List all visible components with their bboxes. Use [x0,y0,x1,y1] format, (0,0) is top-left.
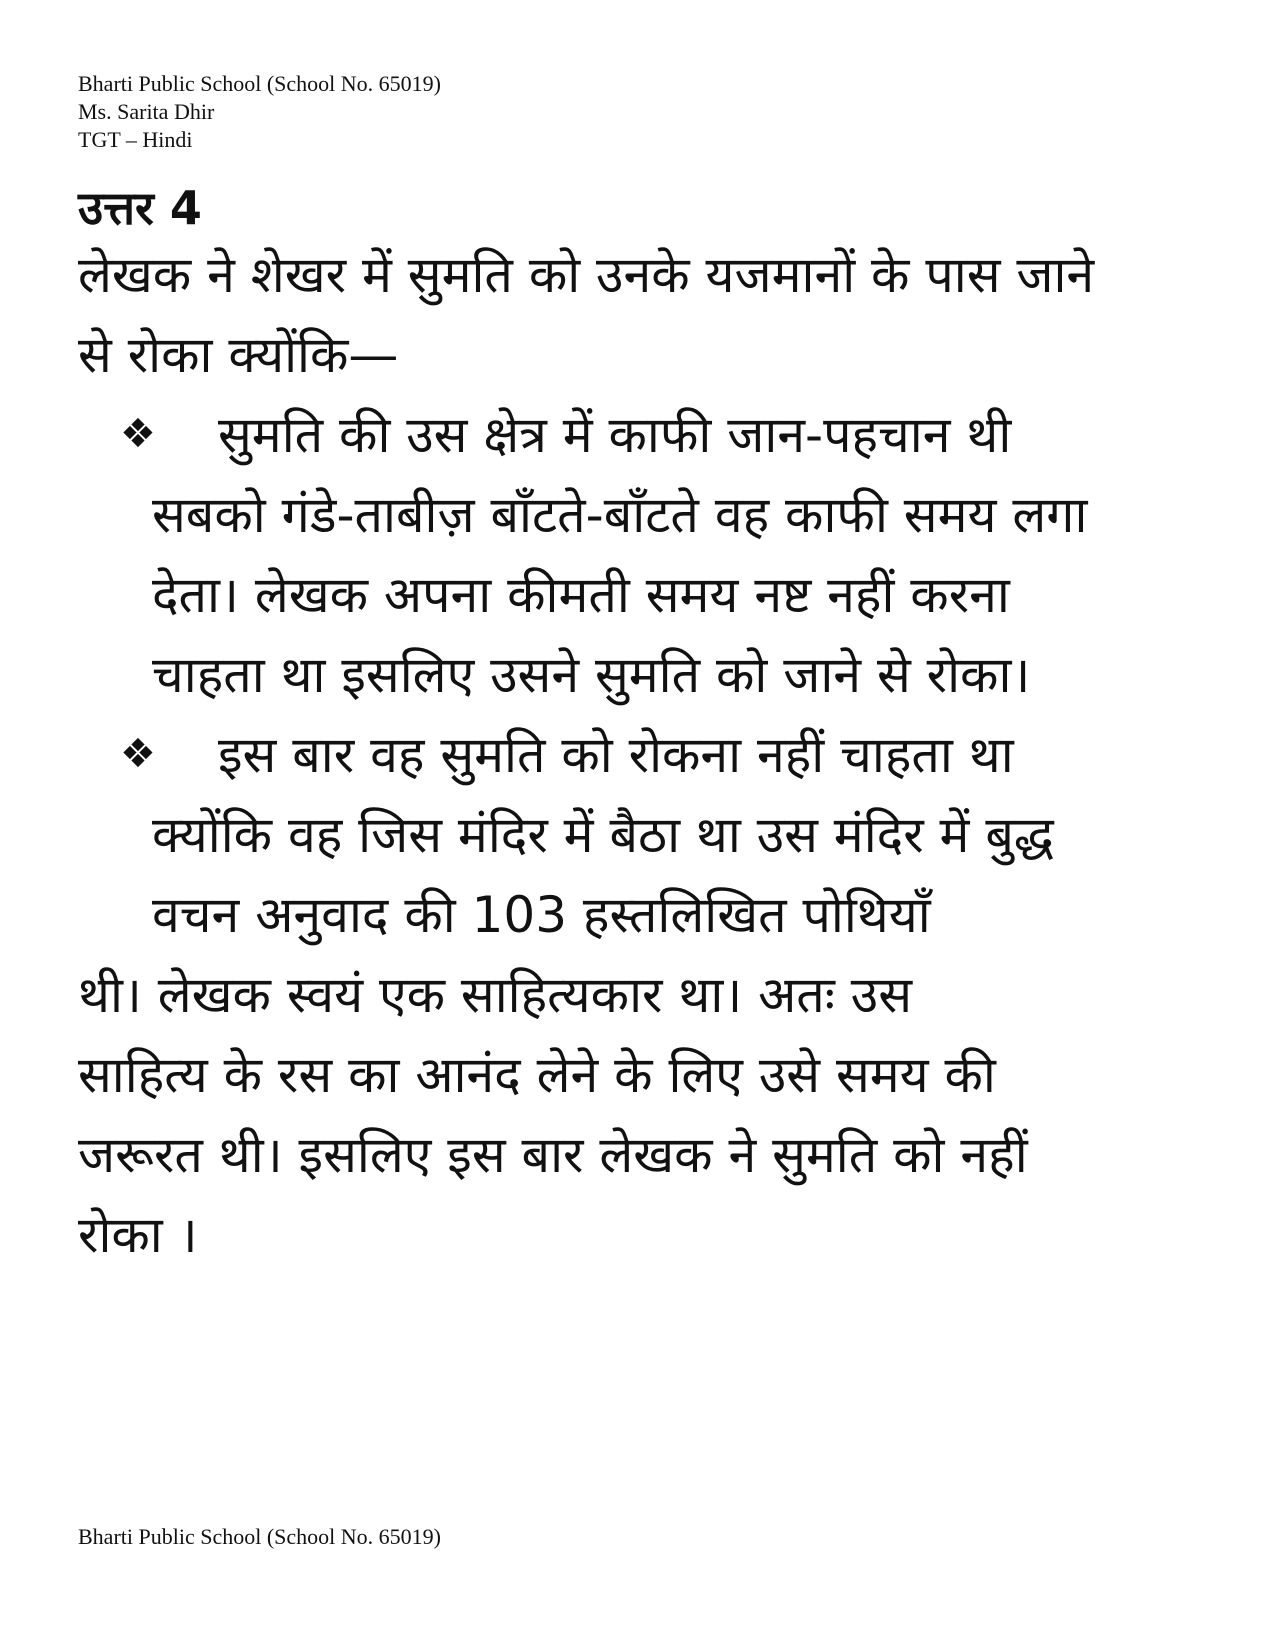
bullet-1-line-3: देता। लेखक अपना कीमती समय नष्ट नहीं करना [152,566,1010,624]
diamond-bullet-icon: ❖ [120,731,156,777]
diamond-bullet-icon: ❖ [120,411,156,457]
page-header [78,70,441,154]
intro-line-1: लेखक ने शेखर में सुमति को उनके यजमानों के पास जाने [78,246,1095,304]
answer-heading: उत्तर 4 [78,181,202,235]
intro-line-2: से रोका क्योंकि— [78,326,399,384]
teacher-name: Ms. Sarita Dhir [78,99,215,124]
bullet-2-line-2: क्योंकि वह जिस मंदिर में बैठा था उस मंदिर में बुद्ध [152,806,1054,864]
closing-line-4: रोका । [78,1206,198,1264]
page-footer: Bharti Public School (School No. 65019) [78,1524,441,1549]
bullet-2-line-1: इस बार वह सुमति को रोकना नहीं चाहता था [218,726,1014,784]
teacher-designation: TGT – Hindi [78,127,193,152]
bullet-2-line-3: वचन अनुवाद की 103 हस्तलिखित पोथियाँ [152,886,931,944]
bullet-1-line-4: चाहता था इसलिए उसने सुमति को जाने से रोका। [152,646,1031,704]
bullet-1-line-1: सुमति की उस क्षेत्र में काफी जान-पहचान थी [218,406,1012,464]
bullet-1-line-2: सबको गंडे-ताबीज़ बाँटते-बाँटते वह काफी समय लगा [152,486,1088,544]
school-name: Bharti Public School (School No. 65019) [78,71,441,96]
closing-line-1: थी। लेखक स्वयं एक साहित्यकार था। अतः उस [78,966,913,1024]
closing-line-2: साहित्य के रस का आनंद लेने के लिए उसे समय की [78,1046,996,1104]
closing-line-3: जरूरत थी। इसलिए इस बार लेखक ने सुमति को नहीं [78,1126,1028,1184]
